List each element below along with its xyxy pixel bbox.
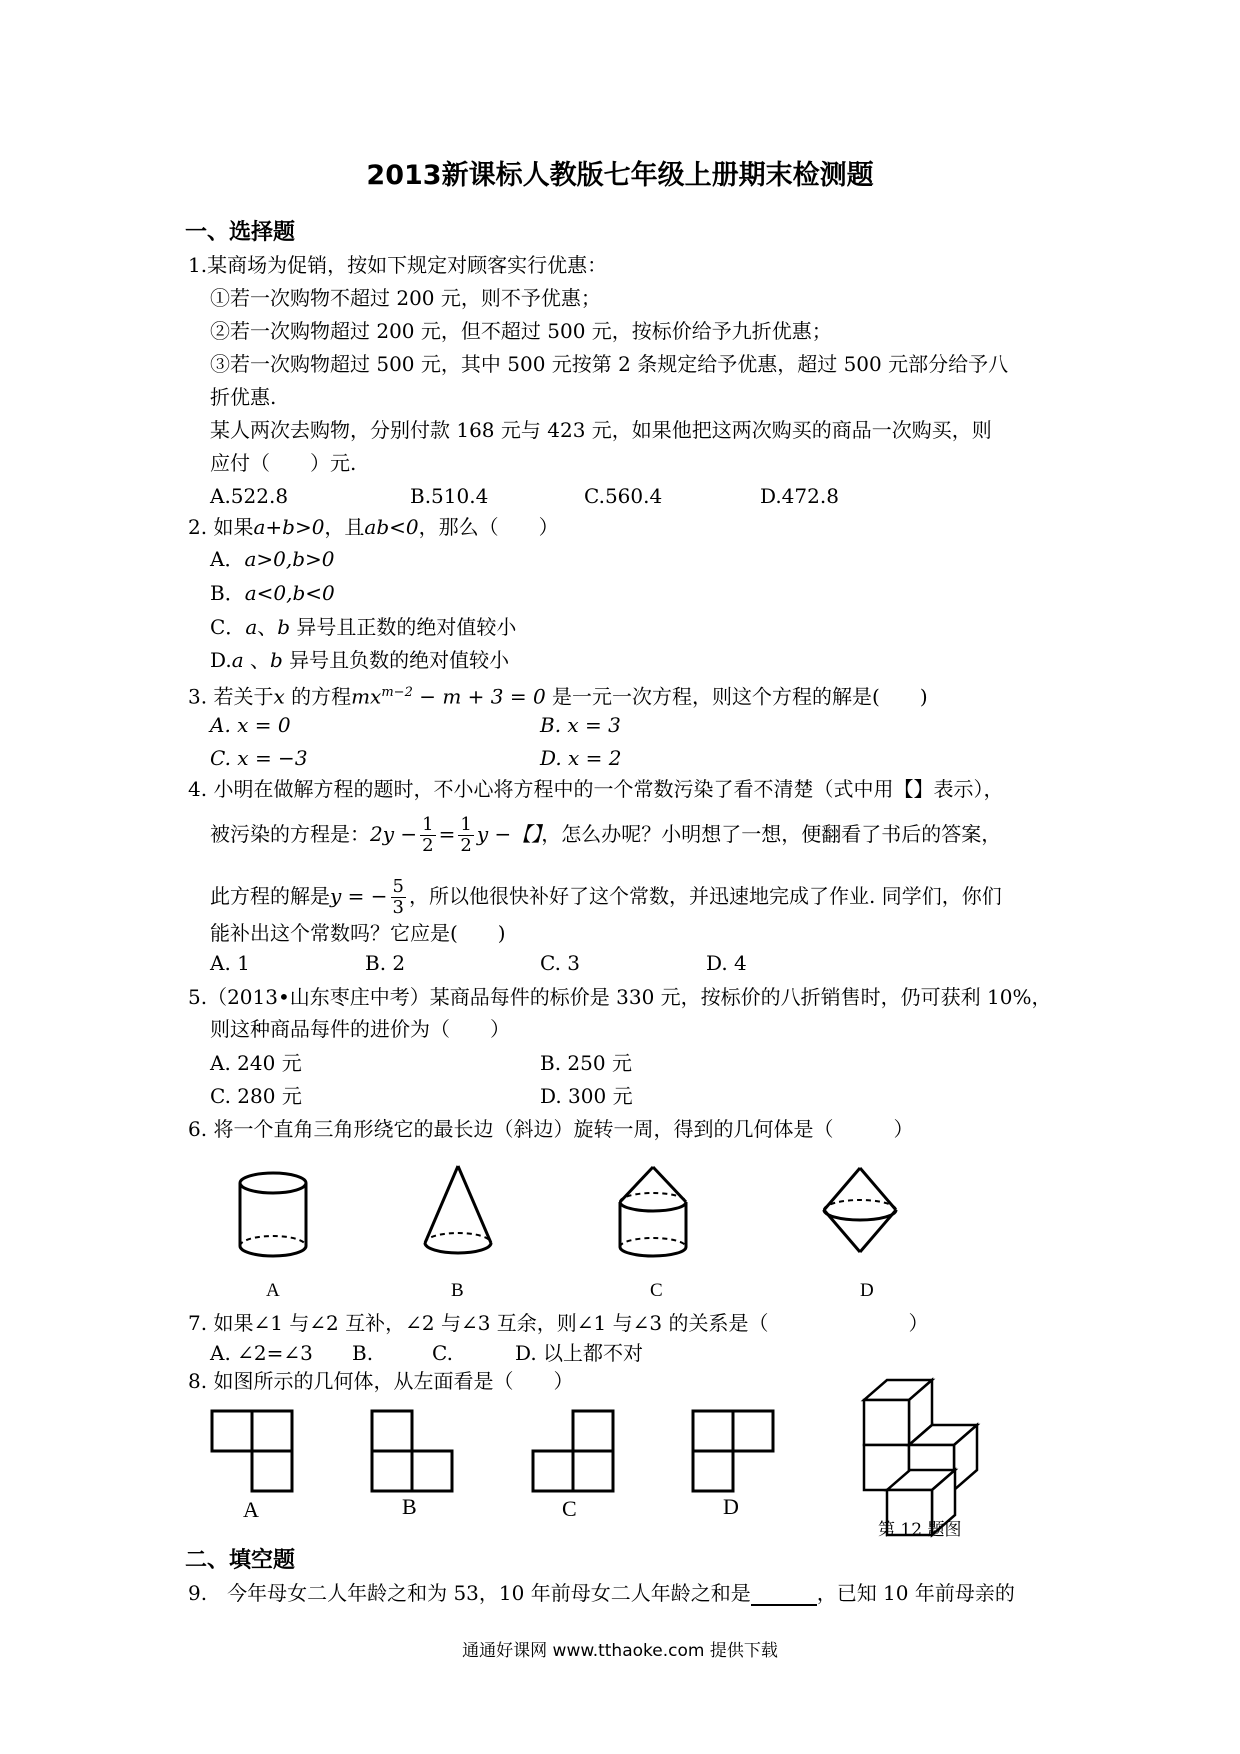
q4-option-c: C. 3 bbox=[540, 951, 581, 975]
q9-answer-blank[interactable] bbox=[751, 1584, 817, 1606]
q2-option-c-a: a bbox=[245, 615, 258, 639]
q2-option-c-b: b bbox=[277, 615, 291, 639]
q4-fraction-3-num: 5 bbox=[392, 876, 404, 897]
q4-line-3-text: 此方程的解是 bbox=[210, 884, 330, 908]
q3-stem-text-2: 的方程 bbox=[284, 684, 352, 709]
q2-option-d-b: b bbox=[269, 648, 283, 672]
q1-question-cont: 应付（ ）元. bbox=[210, 451, 357, 475]
q5-option-b: B. 250 元 bbox=[540, 1051, 632, 1075]
cube-stack-figure bbox=[864, 1380, 977, 1535]
q4-eq-equals: = bbox=[438, 822, 456, 846]
q4-eq-left: 2y − bbox=[370, 822, 418, 846]
q4-fraction-3-den: 3 bbox=[392, 897, 404, 918]
q5-line-2: 则这种商品每件的进价为（ ） bbox=[210, 1017, 510, 1041]
q5-line-1: 5.（2013•山东枣庄中考）某商品每件的标价是 330 元，按标价的八折销售时，仍可获利 10%， bbox=[188, 985, 1052, 1009]
q2-option-c-text: 异号且正数的绝对值较小 bbox=[290, 615, 517, 639]
q8-label-b: B bbox=[402, 1494, 417, 1519]
q2-stem-text-3: ，那么（ ） bbox=[418, 515, 559, 539]
q4-line-1: 4. 小明在做解方程的题时，不小心将方程中的一个常数污染了看不清楚（式中用【】表示）， bbox=[188, 777, 1004, 801]
q2-stem-text-2: ，且 bbox=[324, 515, 365, 539]
q2-option-d-text: 异号且负数的绝对值较小 bbox=[282, 648, 510, 672]
q3-eq-part-2: − m + 3 = 0 bbox=[412, 684, 546, 709]
q5-option-a: A. 240 元 bbox=[210, 1051, 302, 1075]
q3-option-c: C. x = −3 bbox=[210, 746, 308, 770]
q1-option-b: B.510.4 bbox=[410, 484, 489, 508]
section-heading-fill-blank: 二、填空题 bbox=[185, 1548, 296, 1573]
q4-fraction-2-den: 2 bbox=[460, 835, 472, 856]
q3-option-b: B. x = 3 bbox=[540, 713, 621, 737]
q4-line-2-text-2: ，怎么办呢？小明想了一想，便翻看了书后的答案， bbox=[541, 822, 1002, 846]
q1-stem: 1.某商场为促销，按如下规定对顾客实行优惠： bbox=[188, 253, 608, 277]
q2-option-d-letter: D. bbox=[210, 648, 232, 672]
q6-label-d: D bbox=[860, 1280, 874, 1301]
q7-option-a: A. ∠2=∠3 bbox=[210, 1341, 313, 1365]
q7-stem: 7. 如果∠1 与∠2 互补，∠2 与∠3 互余，则∠1 与∠3 的关系是（ ） bbox=[188, 1311, 929, 1335]
q7-option-c: C. bbox=[432, 1341, 453, 1365]
q2-expr-1: a+b>0 bbox=[253, 515, 325, 539]
q7-option-d: D. 以上都不对 bbox=[515, 1341, 644, 1365]
view-option-c-figure bbox=[533, 1411, 613, 1491]
q1-question: 某人两次去购物，分别付款 168 元与 423 元，如果他把这两次购买的商品一次购买，则 bbox=[210, 418, 992, 442]
q6-label-b: B bbox=[451, 1280, 464, 1301]
q4-line-3-text-2: ，所以他很快补好了这个常数，并迅速地完成了作业. 同学们，你们 bbox=[408, 884, 1002, 908]
q4-fraction-1-num: 1 bbox=[422, 814, 434, 835]
q2-option-b-letter: B． bbox=[210, 581, 245, 605]
q3-stem-text-3: 是一元一次方程，则这个方程的解是( ) bbox=[545, 684, 928, 709]
q4-line-4: 能补出这个常数吗？它应是( ) bbox=[210, 921, 506, 945]
q2-option-c-sep: 、 bbox=[257, 615, 278, 639]
q6-label-c: C bbox=[650, 1280, 663, 1301]
q6-label-a: A bbox=[266, 1280, 280, 1301]
q1-option-c: C.560.4 bbox=[584, 484, 663, 508]
q6-stem: 6. 将一个直角三角形绕它的最长边（斜边）旋转一周，得到的几何体是（ ） bbox=[188, 1117, 914, 1141]
q8-label-a: A bbox=[243, 1497, 259, 1522]
q2-option-d-sep: 、 bbox=[243, 648, 270, 672]
q8-stem: 8. 如图所示的几何体，从左面看是（ ） bbox=[188, 1369, 574, 1393]
q4-option-b: B. 2 bbox=[365, 951, 406, 975]
q4-option-d: D. 4 bbox=[706, 951, 747, 975]
view-option-b-figure bbox=[372, 1411, 452, 1491]
q8-label-c: C bbox=[562, 1496, 577, 1521]
q2-option-a-letter: A． bbox=[210, 547, 245, 571]
q2-option-a-expr: a>0,b>0 bbox=[244, 547, 335, 571]
q3-option-a: A. x = 0 bbox=[210, 713, 291, 737]
q4-fraction-2-num: 1 bbox=[460, 814, 472, 835]
q1-rule-2: ②若一次购物超过 200 元，但不超过 500 元，按标价给予九折优惠； bbox=[210, 319, 832, 343]
q4-line-2-text: 被污染的方程是： bbox=[210, 822, 370, 846]
q2-option-c-letter: C． bbox=[210, 615, 246, 639]
section-heading-choice: 一、选择题 bbox=[185, 220, 296, 245]
q9-line bbox=[188, 1580, 1015, 1606]
q8-label-d: D bbox=[723, 1494, 739, 1519]
view-option-d-figure bbox=[693, 1411, 773, 1491]
q1-rule-3-cont: 折优惠. bbox=[210, 385, 277, 409]
view-option-a-figure bbox=[212, 1411, 292, 1491]
q4-eq-right: y −【】 bbox=[476, 822, 542, 846]
q9-text-2: ，已知 10 年前母亲的 bbox=[816, 1581, 1015, 1605]
q3-stem-text: 3. 若关于 bbox=[188, 684, 274, 709]
q1-option-d: D.472.8 bbox=[760, 484, 839, 508]
q8-figure-caption: 第 12 题图 bbox=[878, 1520, 962, 1540]
q1-rule-1: ①若一次购物不超过 200 元，则不予优惠； bbox=[210, 286, 601, 310]
q3-var-x: x bbox=[273, 684, 285, 709]
q3-option-d: D. x = 2 bbox=[540, 746, 622, 770]
q4-option-a: A. 1 bbox=[210, 951, 250, 975]
page-footer: 通通好课网 www.tthaoke.com 提供下载 bbox=[462, 1641, 778, 1661]
q2-option-d-a: a bbox=[231, 648, 244, 672]
q4-solution-eq: y = − bbox=[330, 884, 388, 908]
q2-stem-text: 2. 如果 bbox=[188, 515, 254, 539]
q3-eq-exponent: m−2 bbox=[381, 685, 413, 700]
q4-fraction-1-den: 2 bbox=[422, 835, 434, 856]
q5-option-c: C. 280 元 bbox=[210, 1084, 302, 1108]
q1-option-a: A.522.8 bbox=[210, 484, 289, 508]
q9-text: 9. 今年母女二人年龄之和为 53，10 年前母女二人年龄之和是 bbox=[188, 1581, 751, 1605]
q7-option-b: B. bbox=[352, 1341, 374, 1365]
q3-eq-part-1: mx bbox=[351, 684, 382, 709]
q2-expr-2: ab<0 bbox=[364, 515, 419, 539]
q2-option-b-expr: a<0,b<0 bbox=[244, 581, 335, 605]
page-title: 2013新课标人教版七年级上册期末检测题 bbox=[366, 160, 874, 191]
q1-rule-3: ③若一次购物超过 500 元，其中 500 元按第 2 条规定给予优惠，超过 500 元部分给予八 bbox=[210, 352, 1009, 376]
q5-option-d: D. 300 元 bbox=[540, 1084, 633, 1108]
